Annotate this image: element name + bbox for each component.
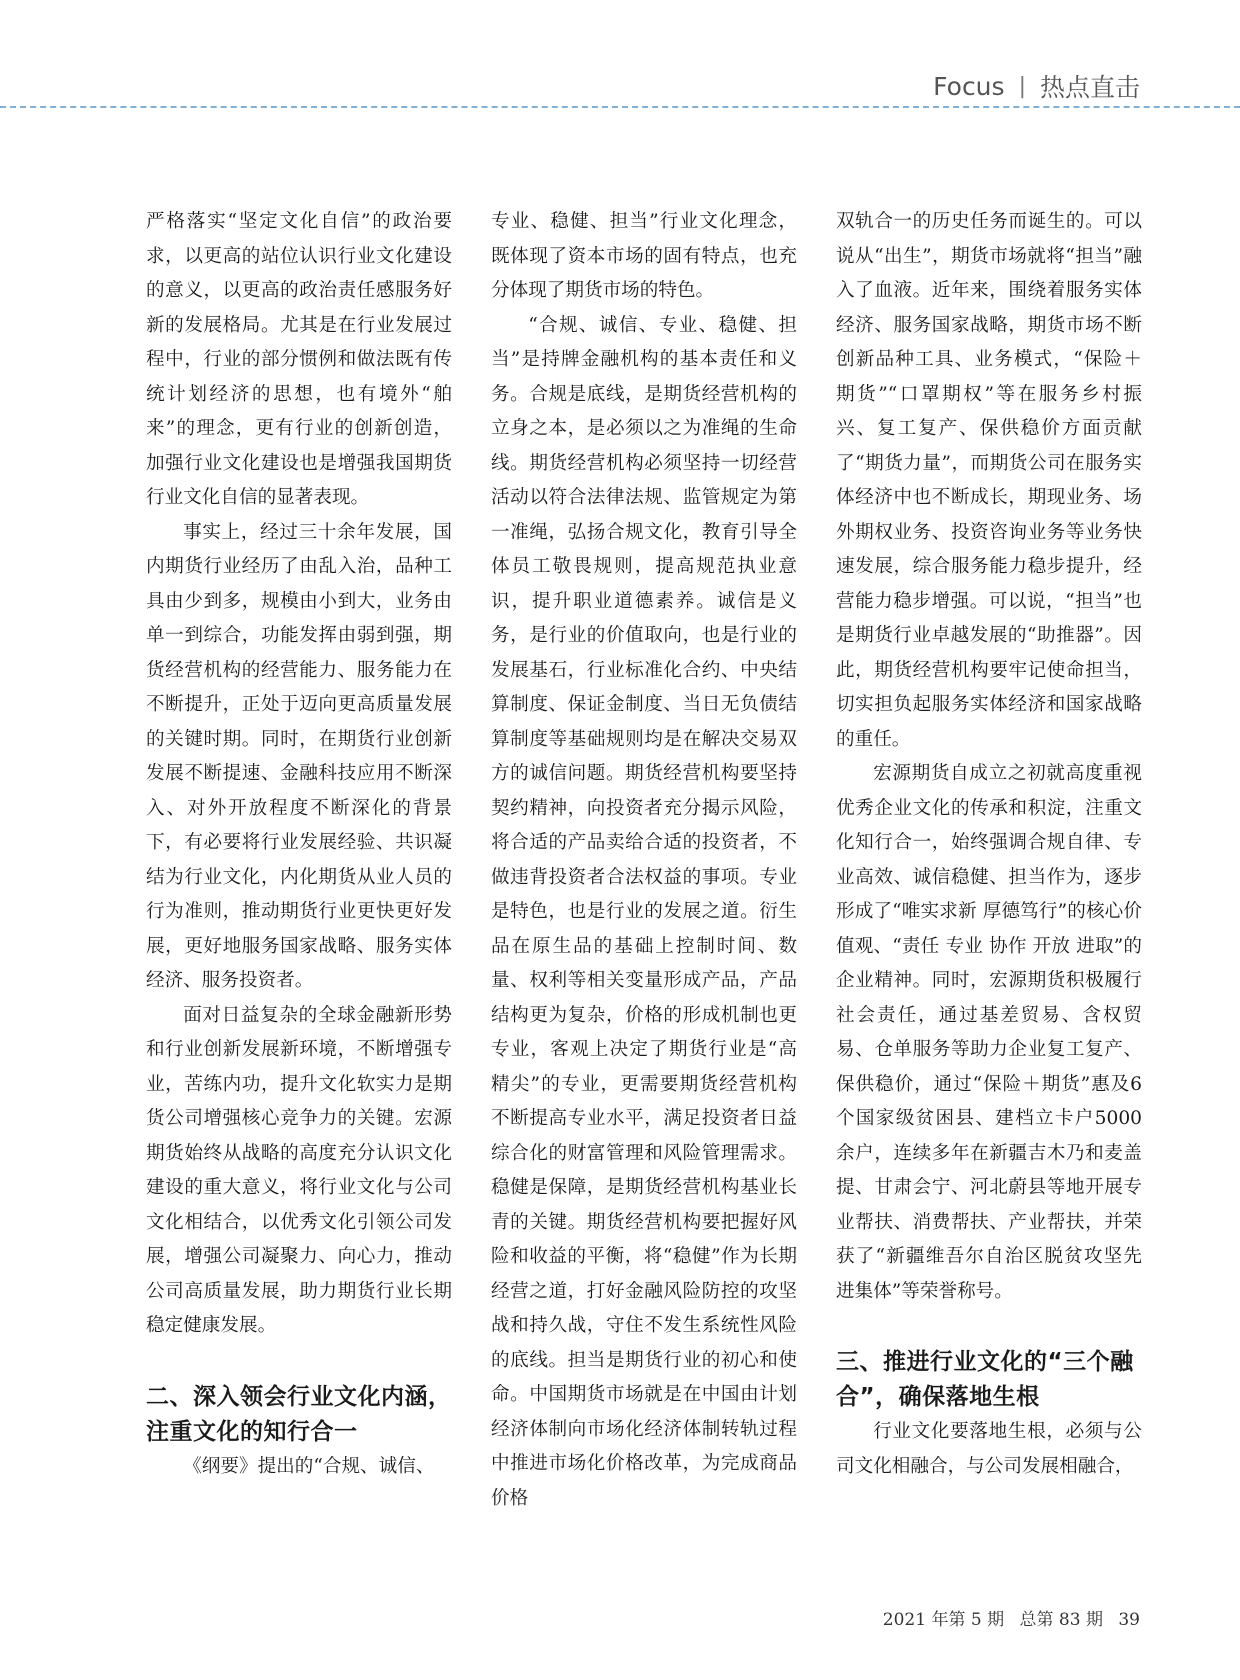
- paragraph: 面对日益复杂的全球金融新形势和行业创新发展新环境，不断增强专业，苦练内功，提升文化软实力是期货公司增强核心竞争力的关键。宏源期货始终从战略的高度充分认识文化建设的重大意义，将行业文化与公司文化相结合，以优秀文化引领公司发展，增强公司凝聚力、向心力，推动公司高质量发展，助力期货行业长期稳定健康发展。: [146, 1004, 452, 1336]
- running-header: [933, 68, 1140, 104]
- section-label-en: Focus: [933, 71, 1005, 101]
- paragraph: 宏源期货自成立之初就高度重视优秀企业文化的传承和积淀，注重文化知行合一，始终强调合规自律、专业高效、诚信稳健、担当作为，逐步形成了“唯实求新 厚德笃行”的核心价值观、“责任 专业 协作 开放 进取”的企业精神。同时，宏源期货积极履行社会责任，通过基差贸易、含权贸易、仓单服务等助力企业复工复产、保供稳价，通过“保险＋期货”惠及6个国家级贫困县、建档立卡户5000余户，连续多年在新疆吉木乃和麦盖提、甘肃会宁、河北蔚县等地开展专业帮扶、消费帮扶、产业帮扶，并荣获了“新疆维吾尔自治区脱贫攻坚先进集体”等荣誉称号。: [836, 763, 1142, 1302]
- paragraph: 专业、稳健、担当”行业文化理念，既体现了资本市场的固有特点，也充分体现了期货市场的特色。: [491, 211, 797, 301]
- section-heading-3: 三、推进行业文化的“三个融合”，确保落地生根: [836, 1349, 1134, 1410]
- page-footer: [873, 1605, 1140, 1630]
- paragraph: “合规、诚信、专业、稳健、担当”是持牌金融机构的基本责任和义务。合规是底线，是期货经营机构的立身之本，是必须以之为准绳的生命线。期货经营机构必须坚持一切经营活动以符合法律法规、监管规定为第一准绳，弘扬合规文化，教育引导全体员工敬畏规则，提高规范执业意识，提升职业道德素养。诚信是义务，是行业的价值取向，也是行业的发展基石，行业标准化合约、中央结算制度、保证金制度、当日无负债结算制度等基础规则均是在解决交易双方的诚信问题。期货经营机构要坚持契约精神，向投资者充分揭示风险，将合适的产品卖给合适的投资者，不做违背投资者合法权益的事项。专业是特色，也是行业的发展之道。衍生品在原生品的基础上控制时间、数量、权利等相关变量形成产品，产品结构更为复杂，价格的形成机制也更专业，客观上决定了期货行业是“高精尖”的专业，更需要期货经营机构不断提高专业水平，满足投资者日益综合化的财富管理和风险管理需求。稳健是保障，是期货经营机构基业长青的关键。期货经营机构要把握好风险和收益的平衡，将“稳健”作为长期经营之道，打好金融风险防控的攻坚战和持久战，守住不发生系统性风险的底线。担当是期货行业的初心和使命。中国期货市场就是在中国由计划经济体制向市场化经济体制转轨过程中推进市场化价格改革，为完成商品价格: [491, 314, 797, 1509]
- header-separator: |: [1018, 73, 1026, 99]
- section-label-cn: 热点直击: [1039, 73, 1140, 102]
- paragraph: 事实上，经过三十余年发展，国内期货行业经历了由乱入治，品种工具由少到多，规模由小到大，业务由单一到综合，功能发挥由弱到强，期货经营机构的经营能力、服务能力在不断提升，正处于迈向更高质量发展的关键时期。同时，在期货行业创新发展不断提速、金融科技应用不断深入、对外开放程度不断深化的背景下，有必要将行业发展经验、共识凝结为行业文化，内化期货从业人员的行为准则，推动期货行业更快更好发展，更好地服务国家战略、服务实体经济、服务投资者。: [146, 521, 452, 991]
- paragraph: 双轨合一的历史任务而诞生的。可以说从“出生”，期货市场就将“担当”融入了血液。近年来，围绕着服务实体经济、服务国家战略，期货市场不断创新品种工具、业务模式，“保险＋期货”“口罩期权”等在服务乡村振兴、复工复产、保供稳价方面贡献了“期货力量”，而期货公司在服务实体经济中也不断成长，期现业务、场外期权业务、投资咨询业务等业务快速发展，综合服务能力稳步提升，经营能力稳步增强。可以说，“担当”也是期货行业卓越发展的“助推器”。因此，期货经营机构要牢记使命担当，切实担负起服务实体经济和国家战略的重任。: [836, 211, 1142, 750]
- section-heading-2: 二、深入领会行业文化内涵，注重文化的知行合一: [146, 1383, 452, 1445]
- text-column-2: [491, 205, 797, 1516]
- text-column-3: [836, 205, 1142, 1484]
- header-divider: [0, 106, 1240, 108]
- issue-number: 2021 年第 5 期: [882, 1610, 1005, 1630]
- paragraph: 行业文化要落地生根，必须与公司文化相融合，与公司发展相融合，: [836, 1421, 1142, 1477]
- text-column-1: [146, 205, 452, 1484]
- total-issue: 总第 83 期: [1019, 1610, 1103, 1630]
- paragraph: 《纲要》提出的“合规、诚信、: [183, 1455, 435, 1477]
- page-number: 39: [1118, 1610, 1140, 1630]
- paragraph: 严格落实“坚定文化自信”的政治要求，以更高的站位认识行业文化建设的意义，以更高的政治责任感服务好新的发展格局。尤其是在行业发展过程中，行业的部分惯例和做法既有传统计划经济的思想，也有境外“舶来”的理念，更有行业的创新创造，加强行业文化建设也是增强我国期货行业文化自信的显著表现。: [146, 211, 452, 508]
